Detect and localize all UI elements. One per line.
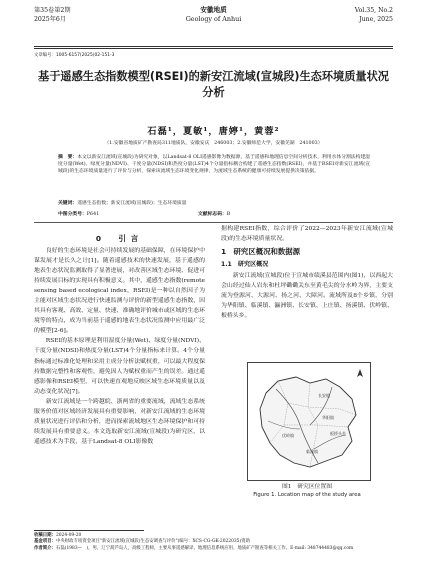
fund-text: 中央财政专项资金项目"新安江流域(宣城段)生态安调查与评价"(编号：XCS-CG-GK-2022035)资助 xyxy=(55,539,250,545)
header-rule xyxy=(34,46,393,47)
figure-caption xyxy=(221,483,393,499)
north-arrow xyxy=(357,369,363,377)
figure-caption-en: Figure 1. Location map of the study area xyxy=(253,492,361,498)
article-number: 文章编号：1005-6157(2025)02-151-3 xyxy=(34,53,115,58)
map-label: 板桥头乡 xyxy=(330,431,346,436)
location-map xyxy=(247,362,371,481)
footnote-rule xyxy=(34,530,144,531)
map-label: 华阳镇 xyxy=(322,415,334,420)
classification xyxy=(58,211,370,218)
map-label: 伏岭镇 xyxy=(282,433,294,438)
abstract xyxy=(58,155,370,176)
clc-value: P641 xyxy=(86,212,100,217)
journal-header xyxy=(0,6,427,46)
intro-paragraph: 新安江流域是一个跨越皖、浙两省的重要流域，流域生态系统服务价值对区域经济发展具有重要影响，对新安江流域的生态环境质量状况进行评估和分析，进而探索流域地区生态环境保护和可持续发展具有重要意义。本文选取新安江流域(宣城段)为研究区，以遥感技术为手段，基于Landsat-8 OLI影像数 xyxy=(34,398,205,445)
figure-caption-cn: 图1 研究区位置图 xyxy=(281,484,333,490)
section1-heading: 1 研究区概况和数据源 xyxy=(221,247,301,257)
received-date: 2024-09-20 xyxy=(55,533,82,538)
abstract-label: 摘 要： xyxy=(58,155,78,160)
doc-code xyxy=(198,211,230,218)
abstract-rule xyxy=(34,222,393,223)
doc-code-label: 文献标志码： xyxy=(198,212,227,217)
header-rule-thin xyxy=(34,48,393,49)
left-column xyxy=(34,231,205,447)
right-column xyxy=(221,224,393,321)
journal-name-cn: 安徽地质 xyxy=(200,6,227,14)
date-en: June, 2025 xyxy=(359,16,393,23)
doc-code-value: B xyxy=(226,212,231,217)
section11-text: 新安江流域(宣城段)位于宣城市绩溪县范围内(图1)，以西起大会山经过仙人岩东和杜坪磡磡关东至黄毛尖的分水岭为界，主要支流为登源河、大源河、扬之河、大障河。流域所及8个乡镇，分别为华阳镇、临溪镇、瀛洲镇、长安镇、上庄镇、扬溪镇、伏岭镇、板桥头乡。 xyxy=(221,273,394,320)
keywords xyxy=(58,201,370,208)
section11-heading: 1.1 研究区概况 xyxy=(221,261,269,269)
author-label: 作者简介： xyxy=(34,545,56,551)
keywords-label: 关键词： xyxy=(58,201,78,206)
map-label: 临溪镇 xyxy=(306,449,318,454)
header-right xyxy=(355,6,393,24)
map-drawing xyxy=(248,363,370,480)
fund-label: 基金项目： xyxy=(34,539,56,545)
keywords-text: 遥感生态指数；新安江流域(宣城段)；生态环境质量 xyxy=(77,201,187,206)
author-text: 石磊(1983— )，男，辽宁葫芦岛人，高级工程师，主要从事遥感解译、地理信息系统应用、地质矿产勘查等相关工作。E-mail: 348744483@qq.com xyxy=(55,545,354,551)
intro-paragraph: RSEI的基本原理是利用湿度分量(Wet)、绿度分量(NDVI)、干度分量(NDSI)和热度分量(LST)4个分量指标来计算。4个分量指标通过标准化处理和采用主成分分析法赋权重，可以最大程度保持数据完整性和客观性，避免因人为赋权重而产生的误差。通过遥感影像和RSEI模型，可以快速直观地反映区域生态环境质量以及动态变化状况[7]。 xyxy=(34,338,205,395)
intro-paragraph: 良好的生态环境是社会可持续发展的基础保障，在环境保护中谋发展才是长久之计[1]。随着遥感技术的快速发展，基于遥感的地表生态状况监测取得了显著进展，对改善区域生态环境、促进可持续发展目标的实现具有积极意义。其中，遥感生态指数(remote sensing based ecological index，RSEI)是一种以自然因子为主能对区域生态状况进行快速监测与评价的新型遥感生态指数，因其具有客观、高效、定量、快速、准确地评价城市或区域的生态环境等的特点，成为当前基于遥感的地表生态状况监测中应用最广泛的模型[2-6]。 xyxy=(34,248,205,335)
paper-title: 基于遥感生态指数模型(RSEI)的新安江流域(宣城段)生态环境质量状况分析 xyxy=(38,70,389,99)
intro-heading: 0 引言 xyxy=(95,234,144,243)
volume-en: Vol.35, No.2 xyxy=(354,7,393,14)
volume-cn: 第35卷第2期 xyxy=(34,7,71,14)
clc-label: 中图分类号： xyxy=(58,212,87,217)
footnote xyxy=(34,533,393,552)
authors: 石磊¹，夏敏¹，唐婷¹，黄蓉² xyxy=(147,126,280,137)
footnote-author xyxy=(34,546,393,552)
abstract-text: 本文以新安江流域(宣城段)为研究对象，以Landsat-8 OLI遥感影像为数据源，基于遥感和地理信息空间分析技术，利用水体分割法构建湿度分量(Wet)、绿度分量(NDVI)、干度分量(NDSI)和热度分量(LST)4个分量指标耦合构建了遥感生态指数(RSEI)，并基于RSEI对新安江流域(宣城段)的生态环境质量进行了评价与分析，探索该流域生态环境变化规律，为流域生态系统的健康可持续发展提供决策依据。 xyxy=(58,155,370,174)
received-label: 收稿日期： xyxy=(34,533,56,538)
affiliation: （1.安徽省地质矿产勘查局311地质队，安徽安庆 246003；2.安徽师范大学，安徽芜湖 241003） xyxy=(104,141,323,146)
map-label: 长安镇 xyxy=(318,393,330,398)
intro-continuation: 据构建RSEI指数，综合评价了2022—2023年新安江流域(宣城段)的生态环境质量状况。 xyxy=(221,226,393,243)
date-cn: 2025年6月 xyxy=(34,16,67,23)
journal-name-en: Geology of Anhui xyxy=(185,15,242,23)
